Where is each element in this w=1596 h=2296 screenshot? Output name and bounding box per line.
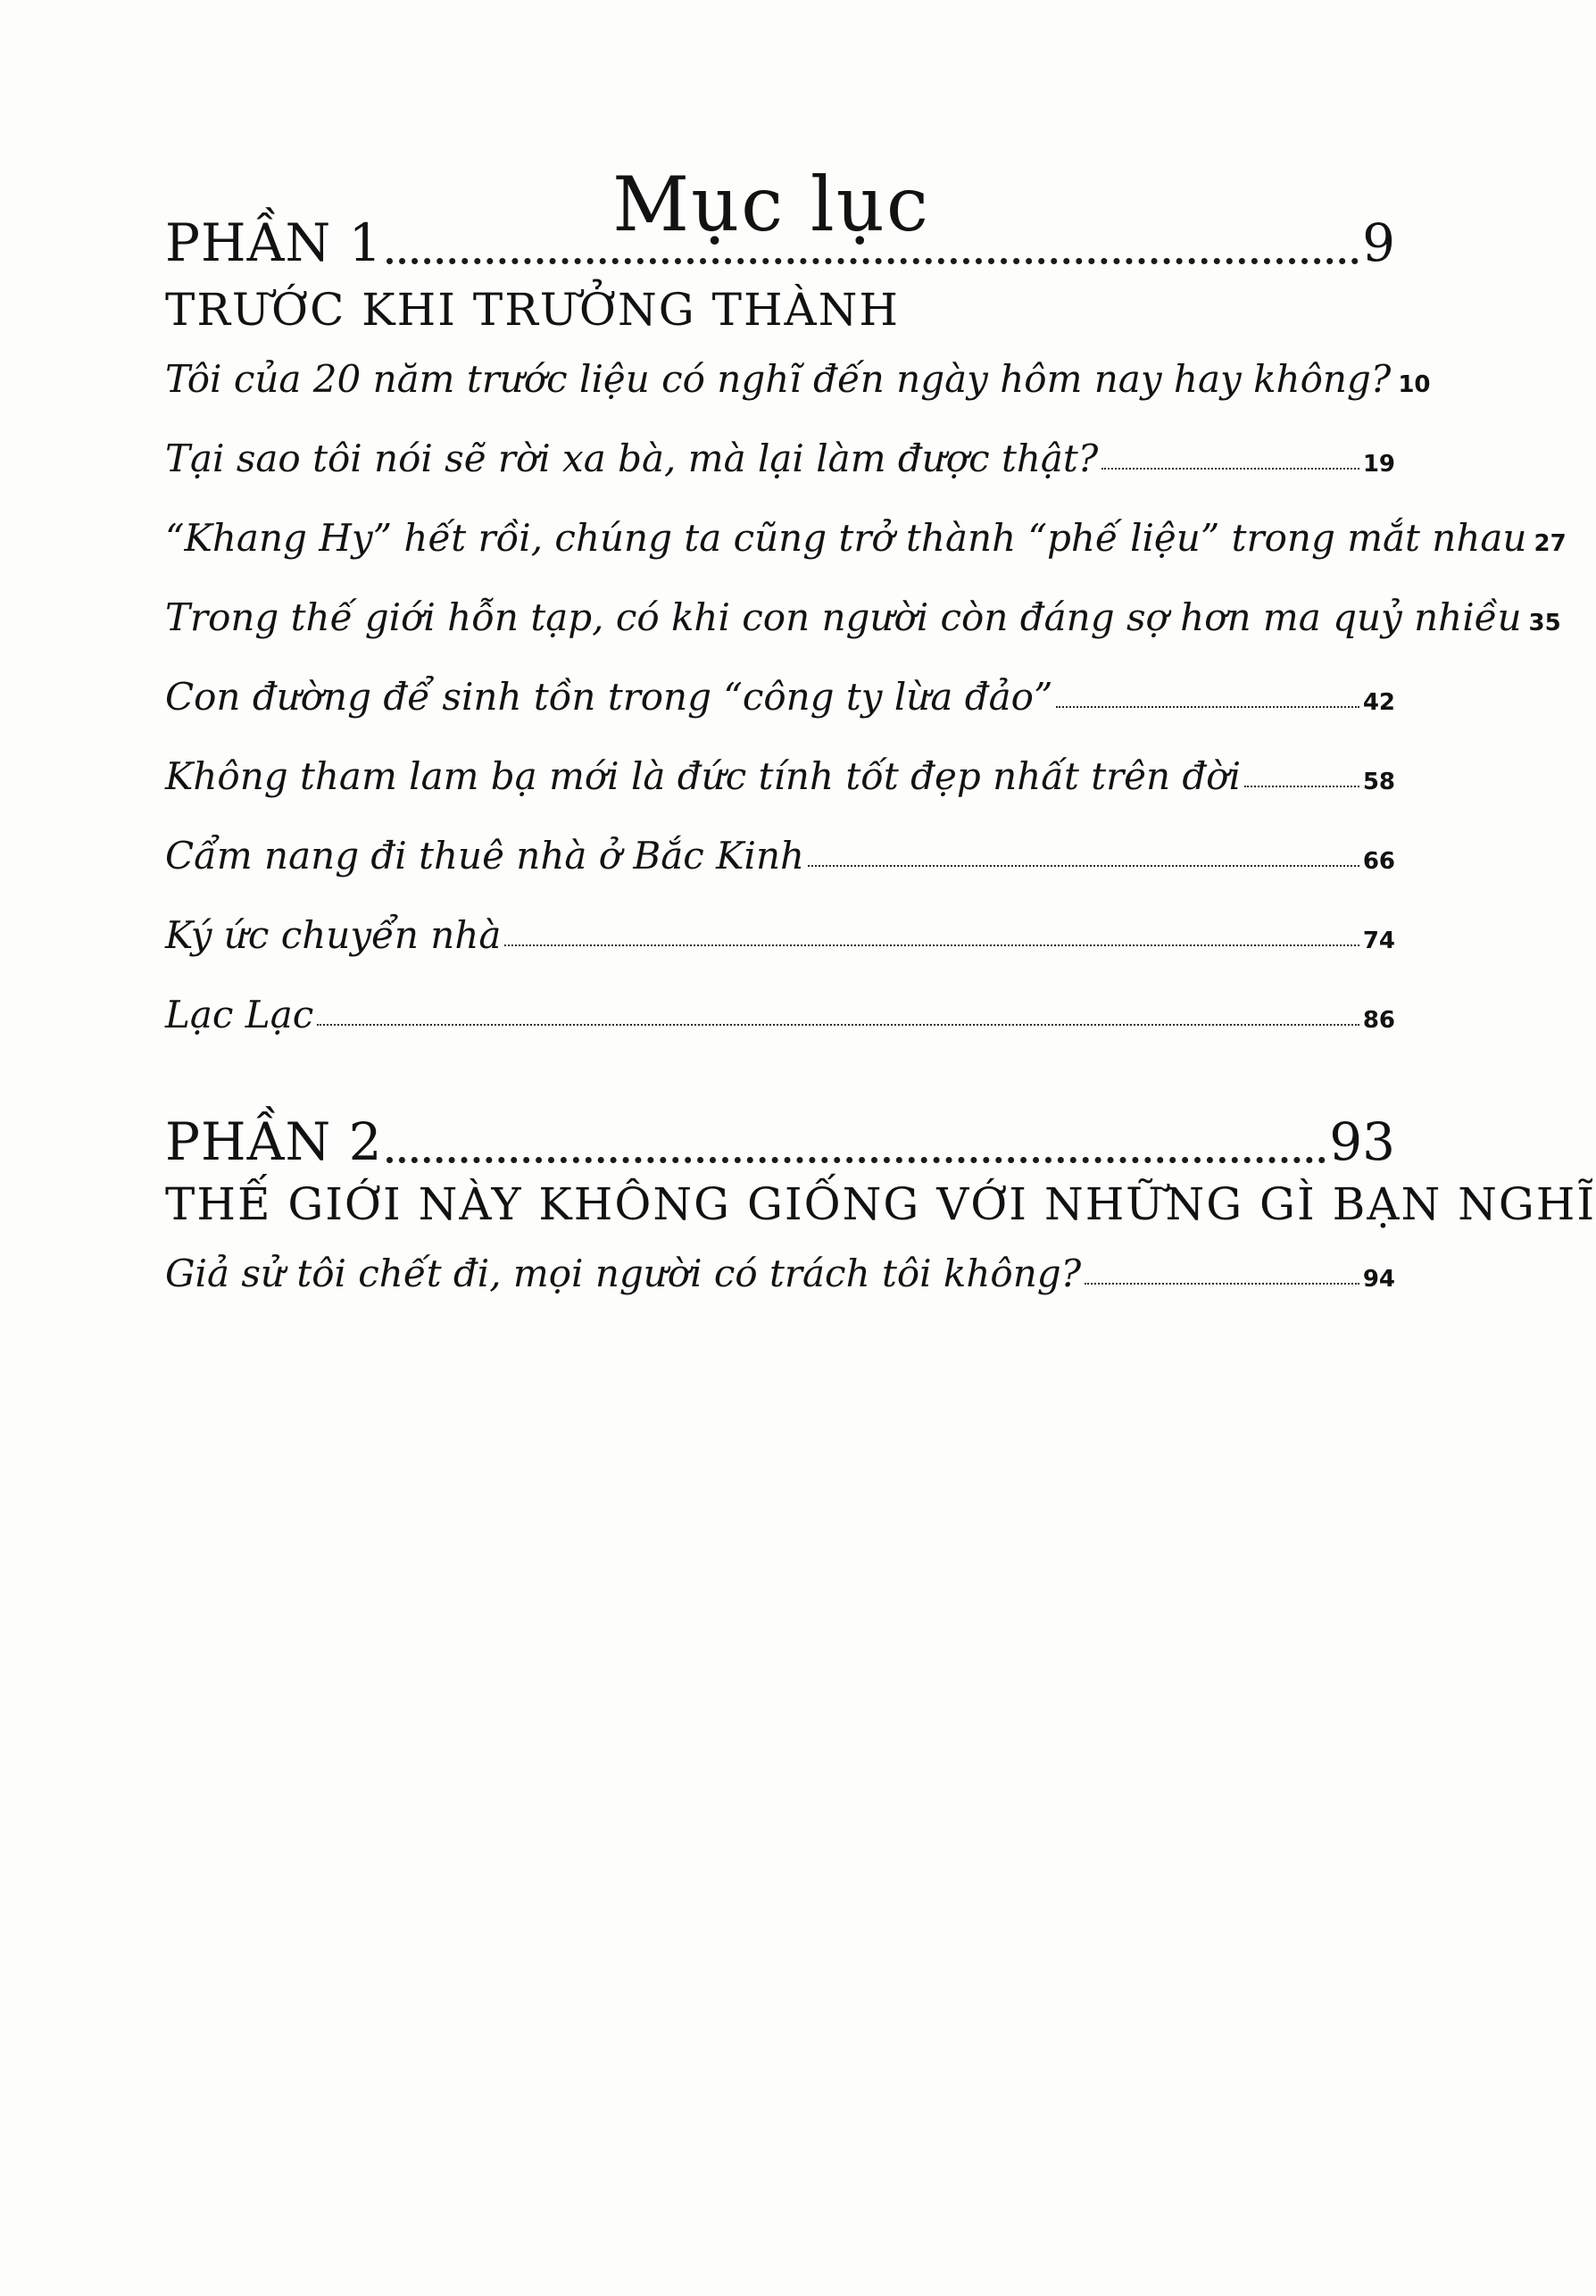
toc-entry [165, 595, 1561, 639]
toc-entry-page-number: 86 [1362, 1007, 1395, 1034]
toc-entry-page-number: 42 [1362, 689, 1395, 716]
toc-entry-page-number: 19 [1362, 451, 1395, 478]
part-1-label: PHẦN 1 [165, 212, 383, 273]
toc-entry [165, 357, 1431, 401]
toc-entry-title: Tôi của 20 năm trước liệu có nghĩ đến ngày hôm nay hay không? [165, 357, 1392, 401]
toc-entry-page-number: 58 [1362, 769, 1395, 795]
dot-leader [1056, 706, 1359, 708]
toc-entry-page-number: 35 [1528, 610, 1561, 636]
dot-leader [1085, 1283, 1359, 1285]
dot-leader [387, 258, 1359, 264]
dot-leader [387, 1157, 1326, 1163]
part-1-page-number: 9 [1362, 212, 1395, 273]
toc-entry [165, 1252, 1395, 1295]
toc-entry-title: Con đường để sinh tồn trong “công ty lừa đảo” [165, 675, 1053, 719]
dot-leader [1244, 786, 1359, 787]
toc-entry-title: Lạc Lạc [165, 993, 314, 1036]
part-2-subtitle: THẾ GIỚI NÀY KHÔNG GIỐNG VỚI NHỮNG GÌ BẠN NGHĨ [165, 1178, 1596, 1230]
toc-entry-title: Tại sao tôi nói sẽ rời xa bà, mà lại làm được thật? [165, 437, 1099, 480]
toc-entry-page-number: 74 [1362, 928, 1395, 954]
toc-entry-page-number: 10 [1398, 371, 1431, 398]
toc-entry-title: Không tham lam bạ mới là đức tính tốt đẹp nhất trên đời [165, 754, 1242, 798]
toc-entry [165, 913, 1395, 957]
toc-entry-title: Cẩm nang đi thuê nhà ở Bắc Kinh [165, 834, 805, 878]
dot-leader [504, 944, 1359, 946]
part-2-page-number: 93 [1329, 1111, 1395, 1172]
part-1-subtitle: TRƯỚC KHI TRƯỞNG THÀNH [165, 284, 901, 336]
toc-entry-page-number: 66 [1362, 848, 1395, 875]
part-2-label: PHẦN 2 [165, 1111, 383, 1172]
toc-entry [165, 516, 1567, 560]
page-title: Mục lục [612, 161, 930, 248]
toc-entry-title: Giả sử tôi chết đi, mọi người có trách tôi không? [165, 1252, 1082, 1295]
toc-entry [165, 834, 1395, 878]
dot-leader [1101, 468, 1359, 470]
toc-entry [165, 993, 1395, 1036]
toc-entry [165, 437, 1395, 480]
toc-entry [165, 675, 1395, 719]
toc-entry [165, 754, 1395, 798]
toc-entry-title: Trong thế giới hỗn tạp, có khi con người còn đáng sợ hơn ma quỷ nhiều [165, 595, 1522, 639]
toc-entry-title: Ký ức chuyển nhà [165, 913, 502, 957]
part-2-header [165, 1111, 1395, 1172]
toc-entry-title: “Khang Hy” hết rồi, chúng ta cũng trở thành “phế liệu” trong mắt nhau [165, 516, 1527, 560]
toc-entry-page-number: 94 [1362, 1266, 1395, 1293]
part-1-header [165, 212, 1395, 273]
dot-leader [808, 865, 1359, 867]
dot-leader [317, 1024, 1359, 1026]
toc-entry-page-number: 27 [1534, 530, 1567, 557]
